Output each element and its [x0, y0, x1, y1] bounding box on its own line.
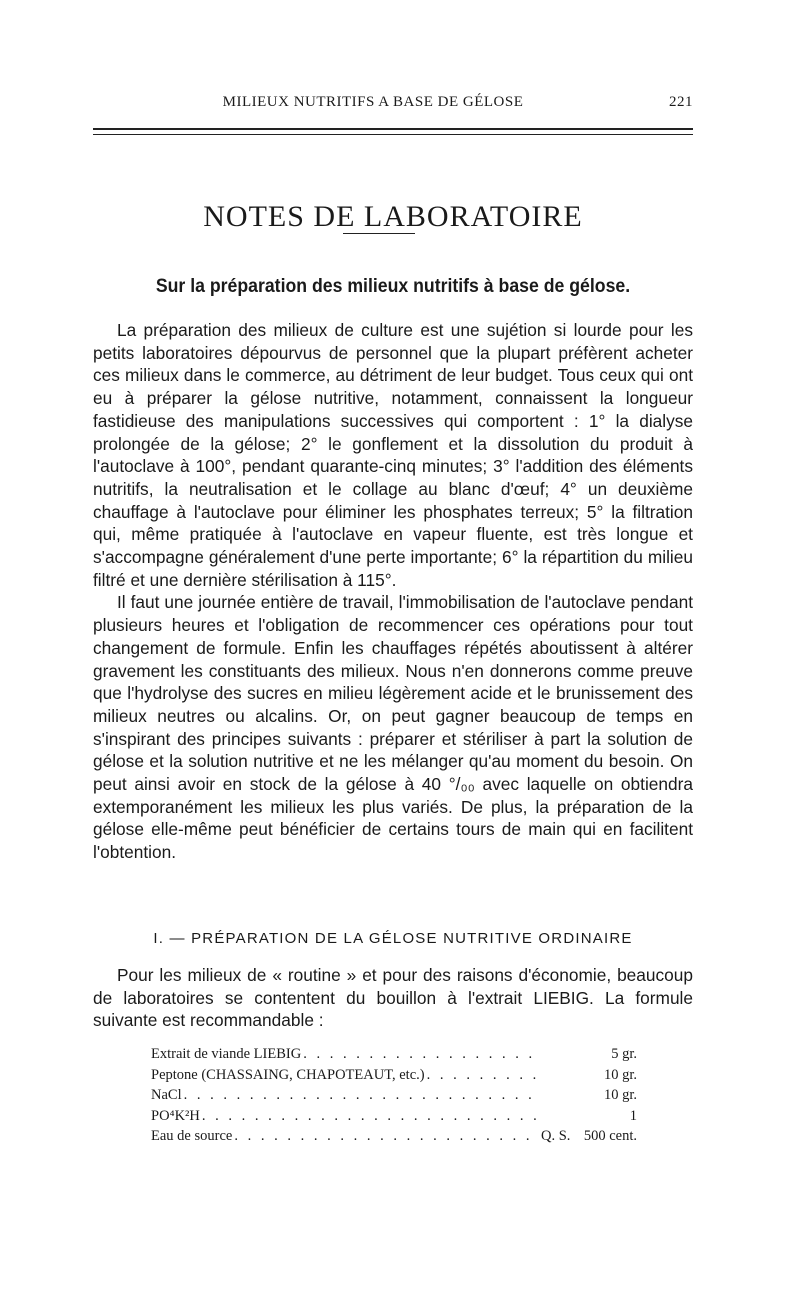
- dot-leader: [427, 1065, 537, 1086]
- recipe-ingredient: NaCl: [151, 1087, 182, 1103]
- recipe-ingredient: Peptone (CHASSAING, CHAPOTEAUT, etc.): [151, 1066, 425, 1083]
- subsection-heading: I. — PRÉPARATION DE LA GÉLOSE NUTRITIVE ORDINAIRE: [153, 930, 633, 947]
- recipe-row: [151, 1085, 637, 1106]
- paragraph: Il faut une journée entière de travail, l'immobilisation de l'autoclave pendant plusieurs heures et l'obligation de recommencer ces opérations pour tout changement de formule. Enfin les chauffages répétés aboutissent à altérer gravement les constituants des milieux. Nous n'en donnerons comme preuve que l'hydrolyse des sucres en milieu légèrement acide et le brunissement des milieux neutres ou alcalins. Or, on peut gagner beaucoup de temps en s'inspirant des principes suivants : préparer et stériliser à part la solution de gélose et la solution nutritive et ne les mélanger qu'au moment du besoin. On peut ainsi avoir en stock de la gélose à 40 °/₀₀ avec laquelle on obtiendra extemporanément les milieux les plus variés. De plus, la préparation de la gélose elle-même peut bénéficier de certains tours de main qui en facilitent l'obtention.: [93, 592, 693, 863]
- subsection-body: [93, 964, 693, 1032]
- recipe-row: [151, 1065, 637, 1086]
- recipe-ingredient: Extrait de viande LIEBIG: [151, 1046, 302, 1062]
- header-double-rule: [93, 128, 693, 135]
- title-underline-rule: [343, 233, 415, 234]
- article-subtitle: Sur la préparation des milieux nutritifs à base de gélose.: [155, 276, 631, 297]
- dot-leader: [202, 1106, 537, 1127]
- article-body: [93, 319, 693, 864]
- recipe-ingredient: PO⁴K²H: [151, 1107, 200, 1124]
- recipe-amount: 1: [629, 1107, 637, 1124]
- dot-leader: [303, 1044, 537, 1065]
- dot-leader: [184, 1085, 537, 1106]
- page-number: 221: [669, 94, 693, 110]
- recipe-list: [151, 1044, 637, 1147]
- recipe-amount: 10 gr.: [603, 1087, 637, 1103]
- recipe-amount: 5 gr.: [611, 1046, 637, 1062]
- recipe-amount: 10 gr.: [603, 1066, 637, 1083]
- recipe-row: [151, 1044, 637, 1065]
- running-title: MILIEUX NUTRITIFS A BASE DE GÉLOSE: [222, 94, 524, 110]
- paragraph: La préparation des milieux de culture est une sujétion si lourde pour les petits laboratoires dépourvus de personnel que la plupart préfèrent acheter ces milieux dans le commerce, au détriment de leur budget. Tous ceux qui ont eu à préparer la gélose nutritive, notamment, connaissent la longueur fastidieuse des manipulations successives qui comportent : 1° la dialyse prolongée de la gélose; 2° le gonflement et la dissolution du produit à l'autoclave à 100°, pendant quarante-cinq minutes; 3° l'addition des éléments nutritifs, la neutralisation et le collage au blanc d'œuf; 4° un deuxième chauffage à l'autoclave pour éliminer les phosphates terreux; 5° la filtration qui, même pratiquée à l'autoclave en vapeur fluente, est très longue et s'accompagne généralement d'une perte importante; 6° la répartition du milieu filtré et une dernière stérilisation à 115°.: [93, 320, 693, 590]
- recipe-row: [151, 1126, 637, 1147]
- recipe-amount: 500 cent.: [583, 1128, 637, 1144]
- recipe-row: [151, 1106, 637, 1127]
- dot-leader: [234, 1126, 537, 1147]
- recipe-qs: Q. S.: [541, 1128, 571, 1144]
- section-title: NOTES DE LABORATOIRE: [203, 200, 583, 234]
- paragraph: Pour les milieux de « routine » et pour des raisons d'économie, beaucoup de laboratoires se contentent du bouillon à l'extrait LIEBIG. La formule suivante est recommandable :: [93, 965, 693, 1031]
- recipe-ingredient: Eau de source: [151, 1128, 233, 1144]
